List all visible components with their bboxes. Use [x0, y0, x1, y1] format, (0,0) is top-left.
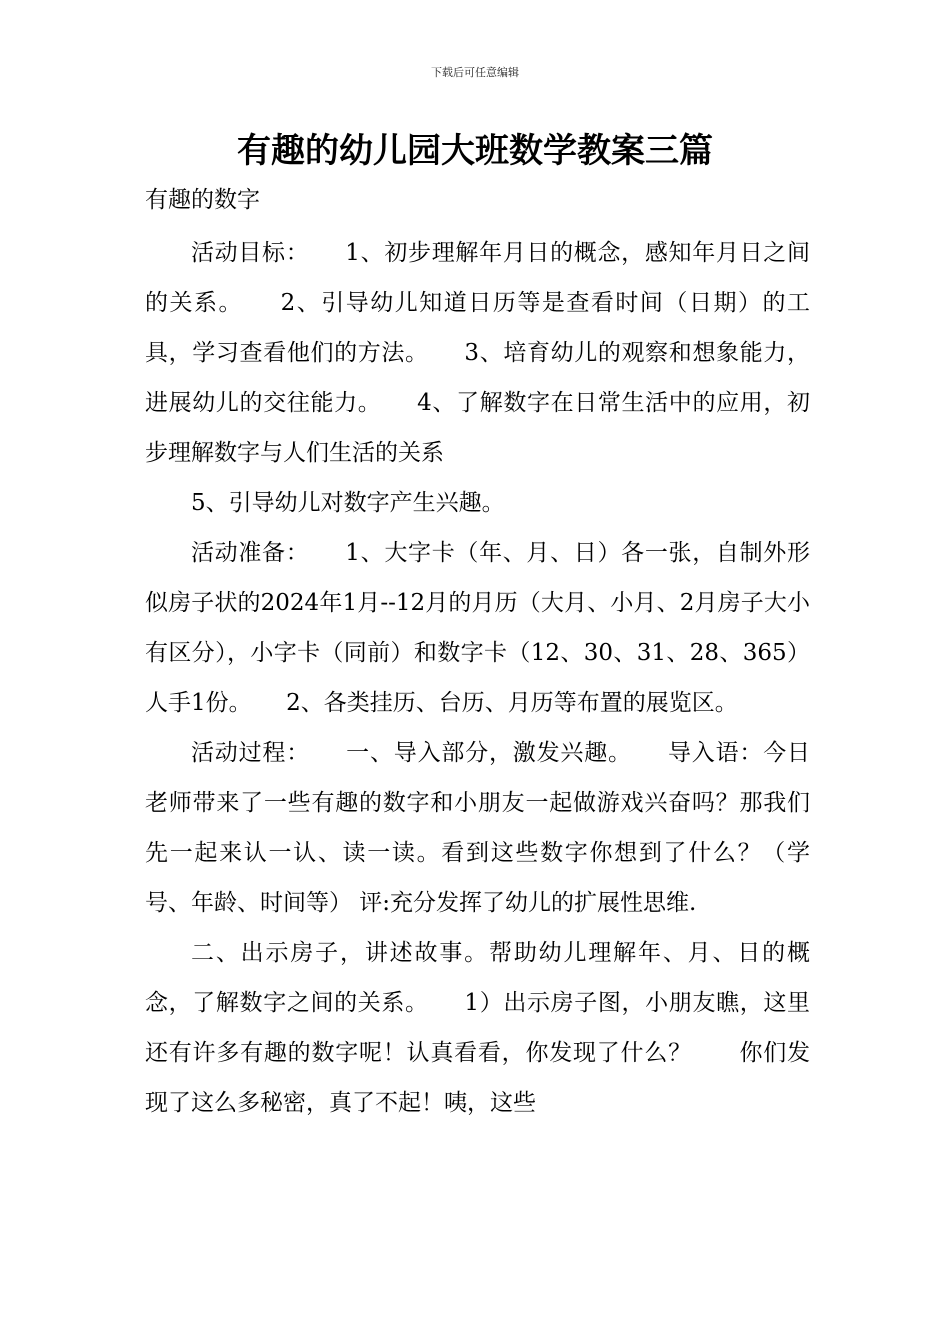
paragraph-activity-goals: 活动目标： 1、初步理解年月日的概念，感知年月日之间的关系。 2、引导幼儿知道日历等是查看时间（日期）的工具，学习查看他们的方法。 3、培育幼儿的观察和想象能力，进展幼儿的交往能力。 4、了解数字在日常生活中的应用，初步理解数字与人们生活的关系: [145, 240, 810, 466]
paragraph-activity-process: 活动过程： 一、导入部分，激发兴趣。 导入语：今日老师带来了一些有趣的数字和小朋友一起做游戏兴奋吗？那我们先一起来认一认、读一读。看到这些数字你想到了什么？（学号、年龄、时间等） 评:充分发挥了幼儿的扩展性思维.: [145, 740, 810, 916]
document-body: [145, 228, 810, 1128]
paragraph-activity-preparation: 活动准备： 1、大字卡（年、月、日）各一张，自制外形似房子状的2024年1月--12月的月历（大月、小月、2月房子大小有区分），小字卡（同前）和数字卡（12、30、31、28、365）人手1份。 2、各类挂历、台历、月历等布置的展览区。: [145, 540, 810, 716]
document-title: 有趣的幼儿园大班数学教案三篇: [237, 131, 713, 171]
header-note: 下载后可任意编辑: [431, 66, 519, 79]
paragraph-show-house: 二、出示房子，讲述故事。帮助幼儿理解年、月、日的概念，了解数字之间的关系。 1）出示房子图，小朋友瞧，这里还有许多有趣的数字呢！认真看看，你发现了什么？ 你们发现了这么多秘密，真了不起！咦，这些: [145, 940, 810, 1116]
paragraph-goal-5: 5、引导幼儿对数字产生兴趣。: [191, 490, 505, 516]
section-heading: 有趣的数字: [145, 187, 260, 213]
